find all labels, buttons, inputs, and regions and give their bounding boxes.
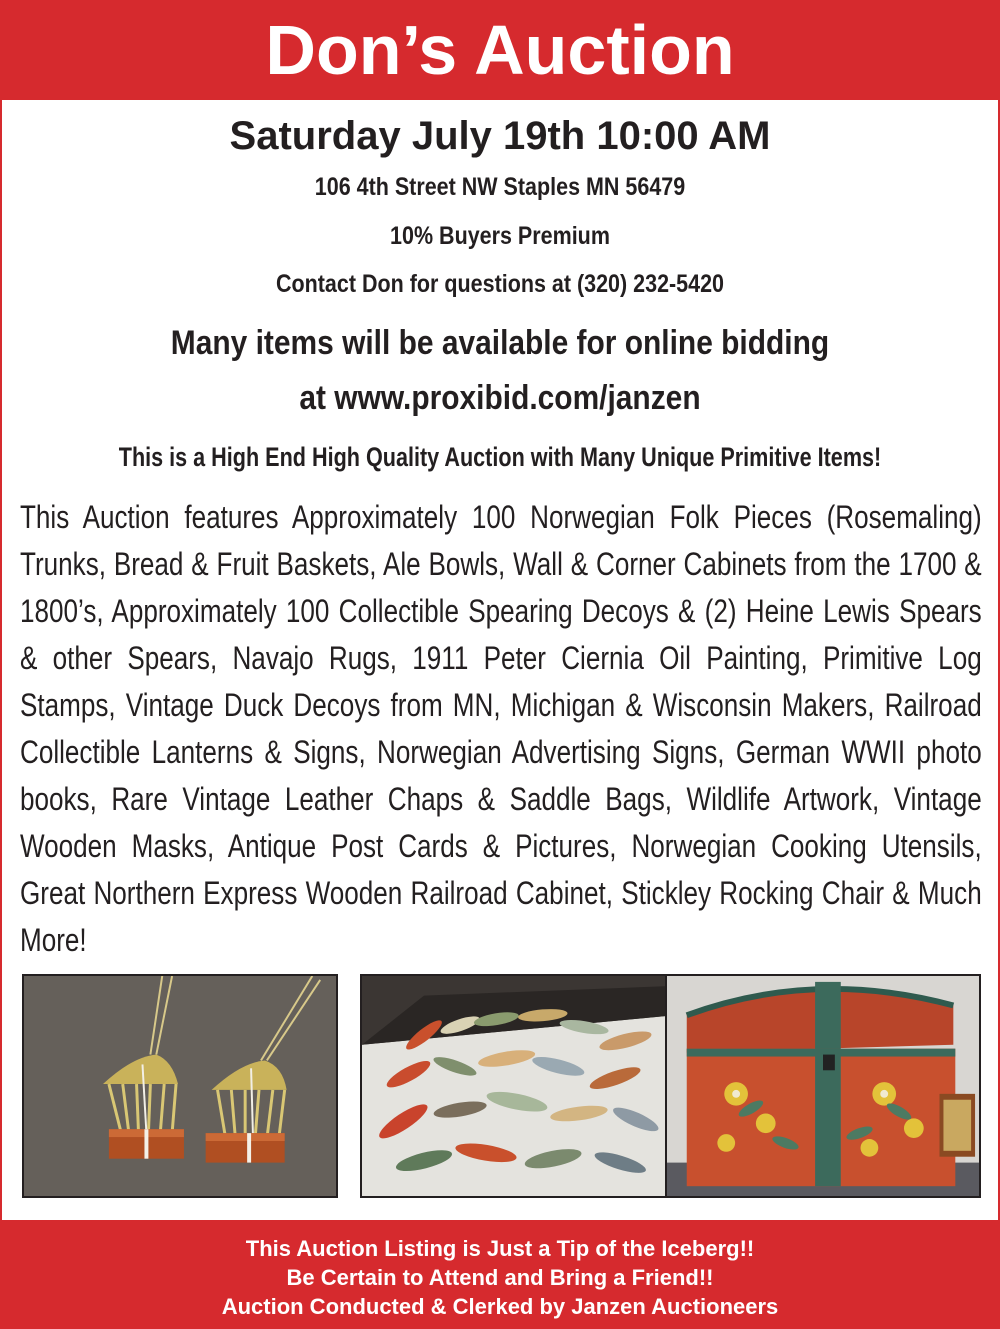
- footer-line-1: This Auction Listing is Just a Tip of the Iceberg!!: [245, 1236, 755, 1261]
- footer-line-3: Auction Conducted & Clerked by Janzen Auctioneers: [221, 1294, 779, 1319]
- contact-info: Contact Don for questions at (320) 232-5420: [275, 270, 725, 298]
- fish-decoys-image: [362, 976, 674, 1196]
- item-description: This Auction features Approximately 100 Norwegian Folk Pieces (Rosemaling) Trunks, Bread & Fruit Baskets, Ale Bowls, Wall & Corner Cabinets from the 1700 & 1800’s, Approximately 100 Collectible Spearing Decoys & (2) Heine Lewis Spears & other Spears, Navajo Rugs, 1911 Peter Ciernia Oil Painting, Primitive Log Stamps, Vintage Duck Decoys from MN, Michigan & Wisconsin Makers, Railroad Collectible Lanterns & Signs, Norwegian Advertising Signs, German WWII photo books, Rare Vintage Leather Chaps & Saddle Bags, Wildlife Artwork, Vintage Wooden Masks, Antique Post Cards & Pictures, Norwegian Cooking Utensils, Great Northern Express Wooden Railroad Cabinet, Stickley Rocking Chair & Much More!: [20, 499, 982, 958]
- event-address: 106 4th Street NW Staples MN 56479: [314, 173, 686, 201]
- spears-photo: [22, 974, 338, 1198]
- online-bidding-line-1: Many items will be available for online bidding: [170, 324, 830, 362]
- footer-line-2: Be Certain to Attend and Bring a Friend!!: [286, 1265, 714, 1290]
- fish-decoys-photo: [360, 974, 676, 1198]
- spears-image: [24, 976, 336, 1196]
- buyers-premium: 10% Buyers Premium: [390, 222, 610, 250]
- online-bidding-url: at www.proxibid.com/janzen: [299, 379, 701, 417]
- event-date-time: Saturday July 19th 10:00 AM: [229, 114, 771, 158]
- rosemaling-trunk-image: [667, 976, 979, 1196]
- title-banner: [2, 0, 998, 100]
- auction-tagline: This is a High End High Quality Auction with Many Unique Primitive Items!: [118, 442, 882, 472]
- footer-banner: [2, 1220, 998, 1329]
- rosemaling-trunk-photo: [665, 974, 981, 1198]
- page-title: Don’s Auction: [265, 11, 735, 89]
